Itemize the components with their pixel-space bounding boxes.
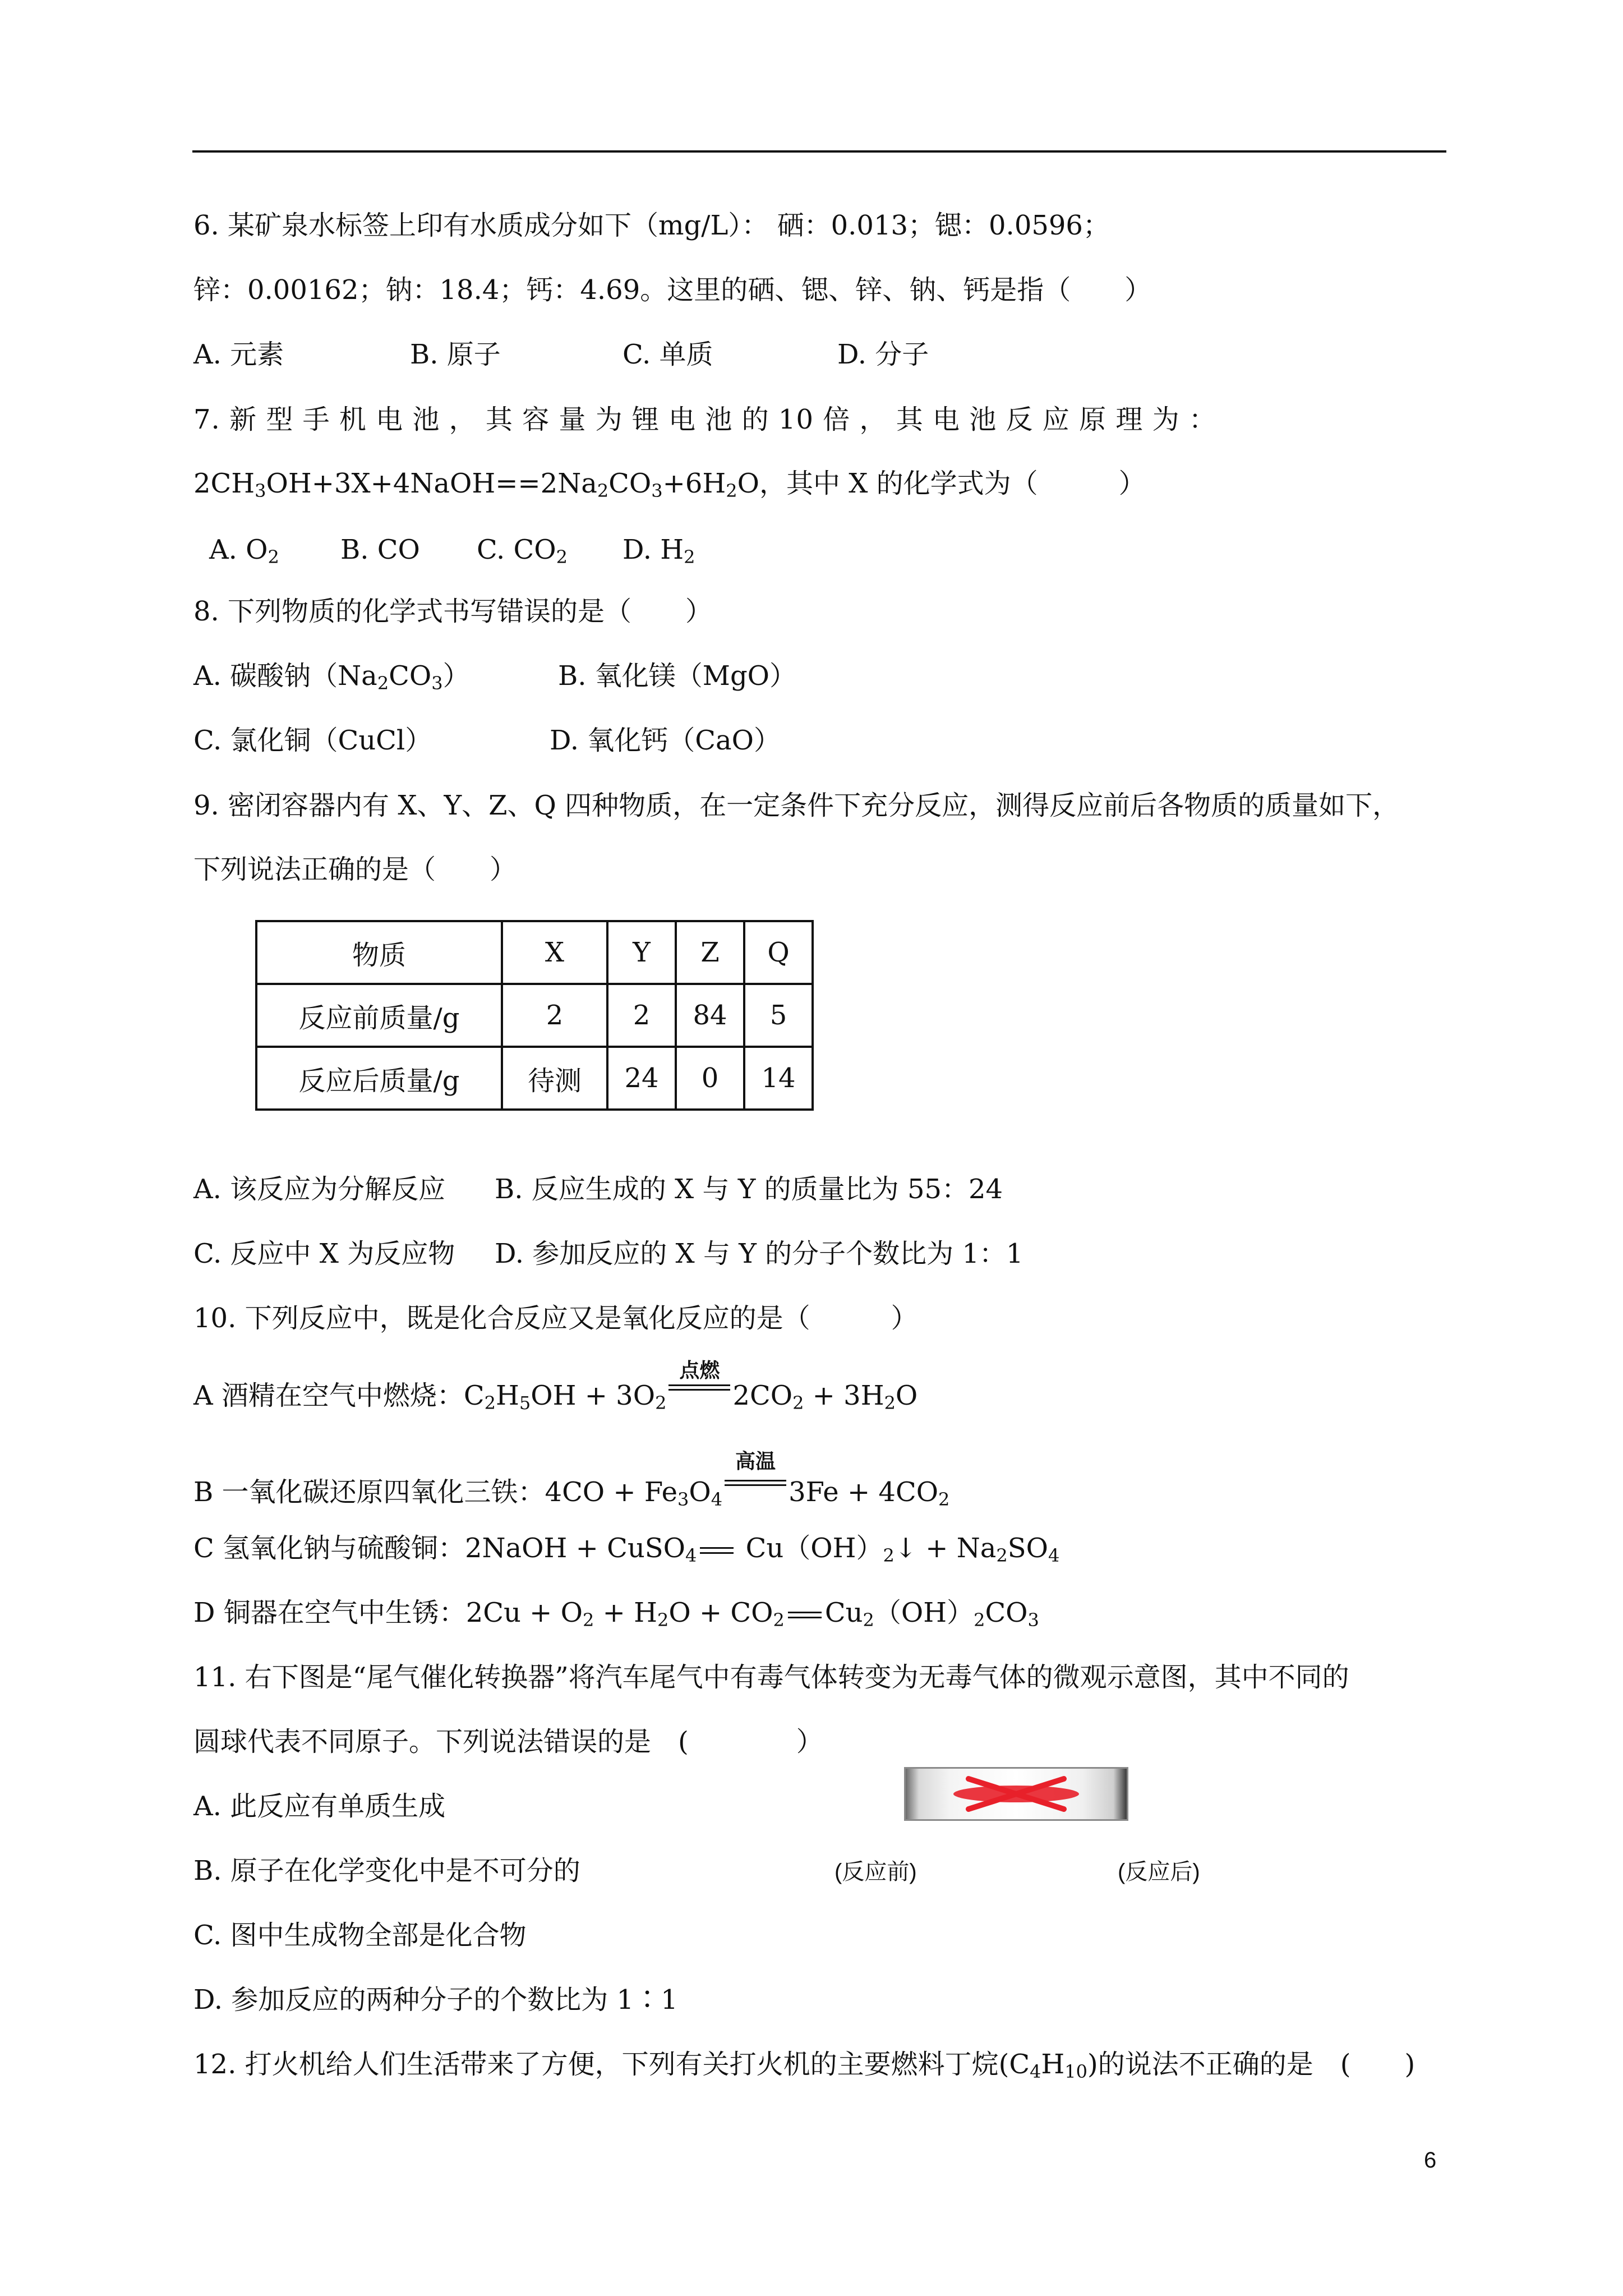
q10-sub: 2 bbox=[657, 1609, 669, 1631]
table-cell: 2 bbox=[607, 984, 676, 1047]
catalytic-converter-diagram bbox=[904, 1767, 1128, 1821]
q7-sub: 3 bbox=[651, 480, 663, 501]
q11-option-d: D. 参加反应的两种分子的个数比为 1∶1 bbox=[193, 1984, 678, 2016]
q8-option-a-text: CO bbox=[389, 660, 432, 692]
cross-mark-icon bbox=[906, 1769, 1127, 1819]
q10-sub: 2 bbox=[773, 1609, 785, 1631]
equals-sign bbox=[788, 1609, 822, 1621]
q10-text: Cu bbox=[824, 1597, 863, 1628]
q10-text: 3Fe + 4CO bbox=[789, 1476, 939, 1508]
q7-option-c-text: C. CO bbox=[477, 534, 556, 565]
q10-text: 2CO bbox=[732, 1380, 793, 1411]
q12-text: )的说法不正确的是 ( ) bbox=[1087, 2049, 1415, 2080]
q10-sub: 2 bbox=[583, 1609, 594, 1631]
table-cell: 0 bbox=[676, 1047, 744, 1110]
header-rule bbox=[192, 150, 1446, 153]
table-row bbox=[256, 984, 813, 1047]
q10-sub: 4 bbox=[1048, 1545, 1060, 1566]
q7-sub: 2 bbox=[556, 546, 568, 568]
table-header-cell: X bbox=[502, 921, 607, 984]
q10-text: O bbox=[689, 1476, 711, 1508]
q10-option-c bbox=[193, 1531, 1059, 1565]
q10-arrow-bar bbox=[668, 1384, 730, 1386]
q7-eq-part: O，其中 X 的化学式为（ ） bbox=[737, 468, 1146, 499]
q7-sub: 2 bbox=[597, 480, 609, 501]
q10-sub: 2 bbox=[655, 1392, 667, 1414]
q11-option-a: A. 此反应有单质生成 bbox=[193, 1791, 446, 1822]
q12-stem bbox=[193, 2047, 1415, 2081]
q7-option-a-text: A. O bbox=[209, 534, 268, 565]
q7-option-d bbox=[623, 533, 695, 567]
q10-text: D 铜器在空气中生锈：2Cu + O bbox=[193, 1597, 583, 1628]
q11-option-c: C. 图中生成物全部是化合物 bbox=[193, 1920, 527, 1951]
q6-option-d: D. 分子 bbox=[837, 339, 929, 370]
q11-option-b: B. 原子在化学变化中是不可分的 bbox=[193, 1855, 580, 1887]
q8-sub: 3 bbox=[431, 673, 443, 694]
q10-sub: 2 bbox=[974, 1609, 985, 1631]
q10-arrow-bar bbox=[668, 1389, 730, 1391]
q7-eq-part: +6H bbox=[662, 468, 726, 499]
q9-line1: 9. 密闭容器内有 X、Y、Z、Q 四种物质，在一定条件下充分反应，测得反应前后各物质的质量如下， bbox=[193, 790, 1400, 821]
q10-stem: 10. 下列反应中，既是化合反应又是氧化反应的是（ ） bbox=[193, 1303, 918, 1334]
table-cell: 2 bbox=[502, 984, 607, 1047]
q8-stem: 8. 下列物质的化学式书写错误的是（ ） bbox=[193, 596, 713, 627]
q10-condition-label: 高温 bbox=[735, 1450, 776, 1473]
q10-sub: 3 bbox=[1027, 1609, 1039, 1631]
q10-sub: 2 bbox=[996, 1545, 1008, 1566]
q8-option-d: D. 氧化钙（CaO） bbox=[550, 725, 781, 756]
q9-option-d: D. 参加反应的 X 与 Y 的分子个数比为 1：1 bbox=[495, 1238, 1023, 1269]
q8-option-c: C. 氯化铜（CuCl） bbox=[193, 725, 432, 756]
q7-sub: 2 bbox=[268, 546, 279, 568]
q6-option-c: C. 单质 bbox=[623, 339, 713, 370]
table-cell: 5 bbox=[744, 984, 813, 1047]
q10-sub: 2 bbox=[863, 1609, 874, 1631]
q10-option-b bbox=[193, 1450, 950, 1510]
q7-option-d-text: D. H bbox=[623, 534, 684, 565]
q9-line2: 下列说法正确的是（ ） bbox=[193, 854, 517, 885]
q10-text: SO bbox=[1007, 1533, 1048, 1564]
q12-sub: 4 bbox=[1030, 2061, 1041, 2082]
q10-text: CO bbox=[985, 1597, 1028, 1628]
q7-sub: 2 bbox=[726, 480, 737, 501]
q10-text: （OH） bbox=[874, 1597, 974, 1628]
q10-text: A 酒精在空气中燃烧：C bbox=[193, 1380, 485, 1411]
q10-sub: 4 bbox=[685, 1545, 697, 1566]
table-header-cell: Y bbox=[607, 921, 676, 984]
q6-option-b: B. 原子 bbox=[410, 339, 501, 370]
diagram-label-after: (反应后) bbox=[1118, 1860, 1200, 1884]
q9-option-b: B. 反应生成的 X 与 Y 的质量比为 55：24 bbox=[495, 1174, 1003, 1205]
q7-option-b: B. CO bbox=[340, 534, 420, 565]
q7-line1: 7. 新 型 手 机 电 池 ， 其 容 量 为 锂 电 池 的 10 倍 ， 其 电 池 反 应 原 理 为 ： bbox=[193, 404, 1216, 435]
q10-arrow-bar bbox=[725, 1484, 786, 1486]
q10-text: OH + 3O bbox=[531, 1380, 656, 1411]
q10-text: H bbox=[496, 1380, 519, 1411]
table-header-row bbox=[256, 921, 813, 984]
q9-option-c: C. 反应中 X 为反应物 bbox=[193, 1238, 455, 1269]
q10-text: Cu（OH） bbox=[737, 1533, 883, 1564]
diagram-label-before: (反应前) bbox=[834, 1860, 917, 1884]
table-header-cell: 物质 bbox=[256, 921, 502, 984]
q10-text: O bbox=[895, 1380, 918, 1411]
q11-line1: 11. 右下图是“尾气催化转换器”将汽车尾气中有毒气体转变为无毒气体的微观示意图，其中不同的 bbox=[193, 1662, 1349, 1693]
q10-b-condition-arrow bbox=[725, 1450, 786, 1501]
q8-option-a-text: A. 碳酸钠（Na bbox=[193, 660, 377, 692]
q7-eq-part: OH+3X+4NaOH==2Na bbox=[266, 468, 597, 499]
q8-option-b: B. 氧化镁（MgO） bbox=[558, 660, 797, 692]
q12-text: H bbox=[1041, 2049, 1065, 2080]
q10-a-condition-arrow bbox=[668, 1359, 730, 1405]
q11-line2: 圆球代表不同原子。下列说法错误的是 ( ） bbox=[193, 1726, 823, 1757]
q10-text: B 一氧化碳还原四氧化三铁：4CO + Fe bbox=[193, 1476, 677, 1508]
q10-text: + H bbox=[594, 1597, 657, 1628]
q10-text: + 3H bbox=[804, 1380, 884, 1411]
q10-option-a bbox=[193, 1359, 918, 1414]
q10-arrow-bar bbox=[725, 1480, 786, 1481]
q10-text: C 氢氧化钠与硫酸铜：2NaOH + CuSO bbox=[193, 1533, 685, 1564]
q8-sub: 2 bbox=[377, 673, 389, 694]
q10-sub: 4 bbox=[711, 1489, 723, 1510]
table-cell: 待测 bbox=[502, 1047, 607, 1110]
table-cell: 24 bbox=[607, 1047, 676, 1110]
q10-sub: 2 bbox=[938, 1489, 950, 1510]
q7-equation bbox=[193, 467, 1146, 500]
table-header-cell: Q bbox=[744, 921, 813, 984]
q7-sub: 3 bbox=[255, 480, 266, 501]
q12-text: 12. 打火机给人们生活带来了方便，下列有关打火机的主要燃料丁烷(C bbox=[193, 2049, 1030, 2080]
table-cell: 14 bbox=[744, 1047, 813, 1110]
q10-option-d bbox=[193, 1596, 1039, 1630]
q8-option-a bbox=[193, 659, 470, 693]
table-header-cell: Z bbox=[676, 921, 744, 984]
q10-sub: 2 bbox=[792, 1392, 804, 1414]
q6-line1: 6. 某矿泉水标签上印有水质成分如下（mg/L）： 硒：0.013；锶：0.0596； bbox=[193, 210, 1110, 241]
equals-sign bbox=[700, 1545, 734, 1556]
q7-sub: 2 bbox=[684, 546, 695, 568]
q10-sub: 5 bbox=[519, 1392, 531, 1414]
q9-option-a: A. 该反应为分解反应 bbox=[193, 1174, 446, 1205]
table-cell: 84 bbox=[676, 984, 744, 1047]
q7-eq-part: CO bbox=[608, 468, 652, 499]
q9-mass-table bbox=[255, 920, 814, 1111]
q7-eq-part: 2CH bbox=[193, 468, 255, 499]
q6-line2: 锌：0.00162；钠：18.4；钙：4.69。这里的硒、锶、锌、钠、钙是指（ ） bbox=[193, 274, 1152, 306]
page-number: 6 bbox=[1424, 2148, 1437, 2173]
q8-option-a-text: ） bbox=[442, 660, 470, 692]
table-cell: 反应前质量/g bbox=[256, 984, 502, 1047]
q10-condition-label: 点燃 bbox=[679, 1359, 720, 1382]
q12-sub: 10 bbox=[1064, 2061, 1087, 2082]
table-row bbox=[256, 1047, 813, 1110]
q6-option-a: A. 元素 bbox=[193, 339, 284, 370]
q7-option-a bbox=[209, 533, 279, 567]
table-cell: 反应后质量/g bbox=[256, 1047, 502, 1110]
q10-sub: 3 bbox=[677, 1489, 689, 1510]
q10-sub: 2 bbox=[883, 1545, 895, 1566]
q10-text: ↓ + Na bbox=[894, 1533, 997, 1564]
q10-sub: 2 bbox=[884, 1392, 896, 1414]
q7-option-c bbox=[477, 533, 568, 567]
q10-sub: 2 bbox=[484, 1392, 496, 1414]
q10-text: O + CO bbox=[668, 1597, 773, 1628]
